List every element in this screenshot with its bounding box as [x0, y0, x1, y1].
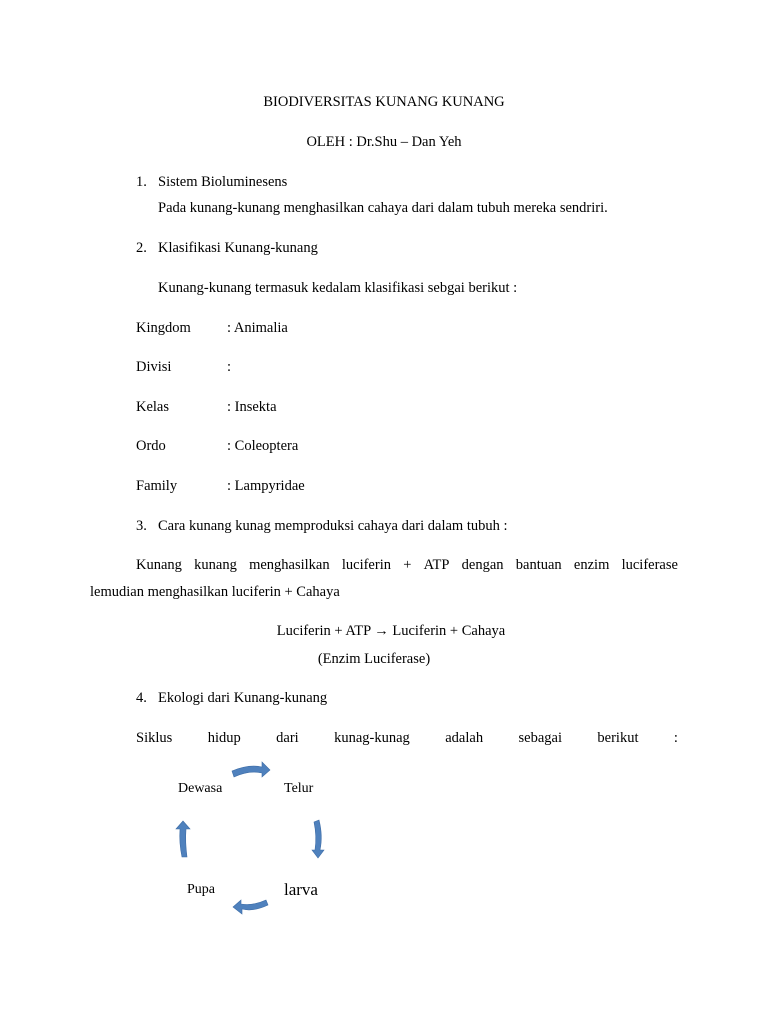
stage-pupa: Pupa: [187, 882, 215, 897]
stage-larva: larva: [284, 880, 318, 899]
word: luciferase: [621, 557, 678, 573]
classification-label: Kelas: [136, 399, 170, 415]
word: bantuan: [515, 557, 562, 573]
enzyme-note: (Enzim Luciferase): [317, 651, 431, 667]
classification-value: : Insekta: [227, 399, 277, 415]
section-1-number: 1.: [136, 174, 147, 190]
section-2-heading: Klasifikasi Kunang-kunang: [158, 240, 318, 256]
section-1-heading: Sistem Bioluminesens: [158, 174, 288, 190]
classification-value: : Animalia: [227, 320, 288, 336]
section-3-heading: Cara kunang kunag memproduksi cahaya dari dalam tubuh :: [158, 518, 508, 534]
classification-value: : Lampyridae: [227, 478, 305, 494]
section-2-number: 2.: [136, 240, 147, 256]
word: dari: [276, 730, 299, 746]
classification-label: Family: [136, 478, 178, 494]
section-2-text: Kunang-kunang termasuk kedalam klasifikasi sebgai berikut :: [158, 280, 518, 296]
process-paragraph-line2: lemudian menghasilkan luciferin + Cahaya: [90, 584, 340, 600]
classification-value: : Coleoptera: [227, 438, 299, 454]
section-1-text: Pada kunang-kunang menghasilkan cahaya dari dalam tubuh mereka sendriri.: [158, 200, 608, 216]
section-4-number: 4.: [136, 690, 147, 706]
word: Siklus: [136, 730, 173, 746]
word: adalah: [445, 730, 484, 746]
arrow-right-side-icon: [312, 820, 324, 858]
arrow-top-icon: [232, 762, 270, 777]
arrow-left-side-icon: [176, 821, 190, 857]
word: luciferin: [341, 557, 391, 573]
word: sebagai: [518, 730, 562, 746]
arrow-right-icon: →: [374, 623, 389, 639]
word: hidup: [207, 730, 241, 746]
section-4-heading: Ekologi dari Kunang-kunang: [158, 690, 328, 706]
stage-dewasa: Dewasa: [178, 781, 223, 796]
word: ATP: [423, 557, 450, 573]
author-line: OLEH : Dr.Shu – Dan Yeh: [306, 134, 462, 150]
classification-label: Ordo: [136, 438, 166, 454]
equation-right: Luciferin + Cahaya: [388, 623, 506, 639]
stage-telur: Telur: [284, 781, 314, 796]
word: kunang: [194, 557, 237, 573]
word: berikut: [597, 730, 639, 746]
word: +: [403, 557, 412, 573]
section-3-number: 3.: [136, 518, 147, 534]
classification-value: :: [227, 359, 232, 375]
classification-label: Divisi: [136, 359, 172, 375]
word: enzim: [573, 557, 610, 573]
word: dengan: [461, 557, 504, 573]
word: :: [673, 730, 678, 746]
classification-label: Kingdom: [136, 320, 191, 336]
word: Kunang: [136, 557, 182, 573]
document-title: BIODIVERSITAS KUNANG KUNANG: [263, 94, 505, 110]
arrow-bottom-icon: [233, 900, 268, 914]
equation-left: Luciferin + ATP: [276, 623, 375, 639]
word: kunag-kunag: [334, 730, 410, 746]
word: menghasilkan: [249, 557, 330, 573]
